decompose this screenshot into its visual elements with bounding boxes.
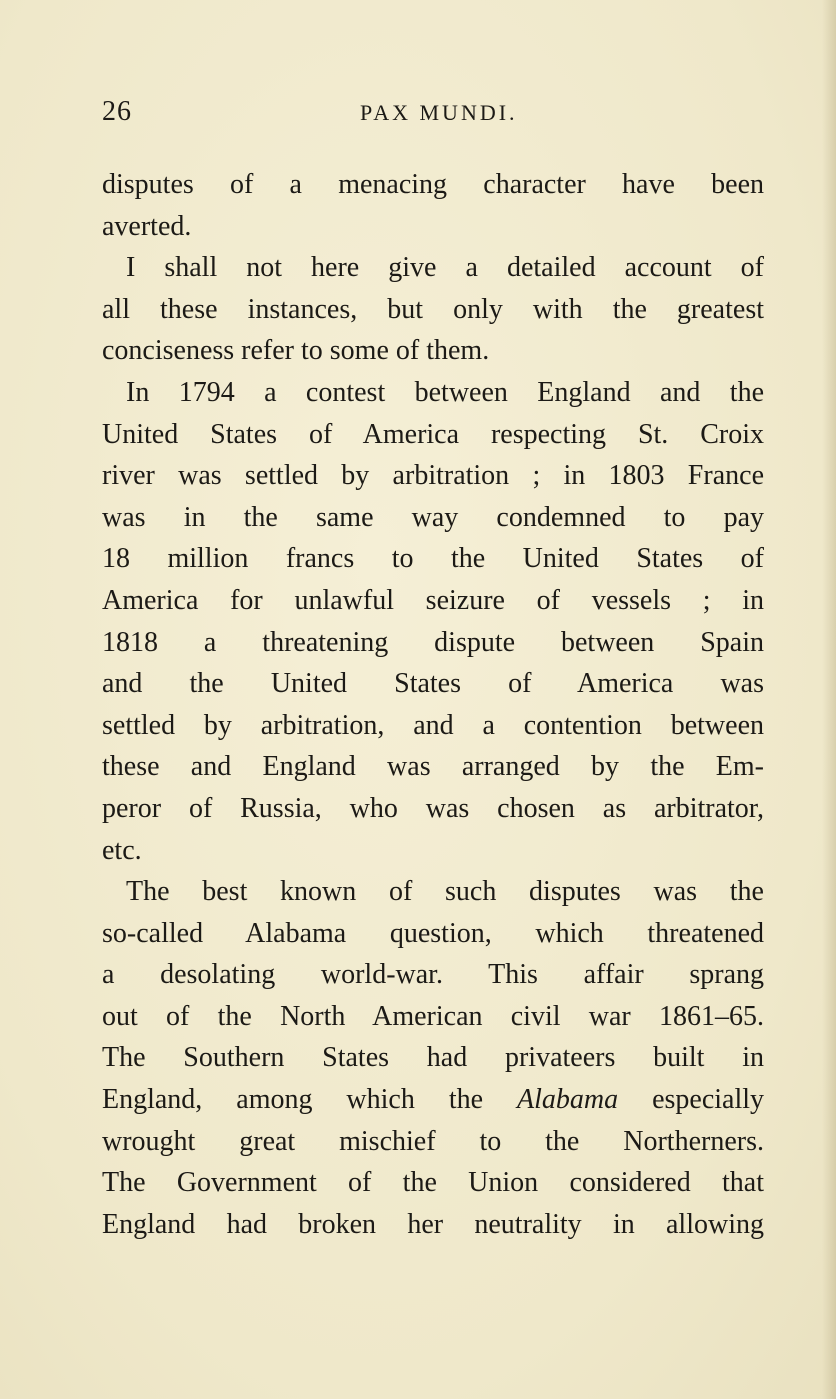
text-line: The Government of the Union considered that xyxy=(102,1167,764,1199)
text-line: wrought great mischief to the Northerners. xyxy=(102,1125,764,1157)
body-text xyxy=(102,164,764,1245)
page-header xyxy=(102,96,762,140)
text-line: averted. xyxy=(102,210,192,242)
text-line: conciseness refer to some of them. xyxy=(102,335,490,367)
text-line: all these instances, but only with the greatest xyxy=(102,293,764,325)
page-edge-shadow xyxy=(822,0,836,1399)
text-line: The Southern States had privateers built in xyxy=(102,1042,764,1074)
text-line: peror of Russia, who was chosen as arbitrator, xyxy=(102,792,764,824)
text-line: was in the same way condemned to pay xyxy=(102,501,764,533)
text-line: a desolating world-war. This affair sprang xyxy=(102,959,764,991)
text-line: and the United States of America was xyxy=(102,668,764,700)
text-line: England had broken her neutrality in allowing xyxy=(102,1208,764,1240)
text-line: settled by arbitration, and a contention between xyxy=(102,709,764,741)
page-number: 26 xyxy=(102,96,132,127)
text-line: etc. xyxy=(102,834,142,866)
italic-ship-name: Alabama xyxy=(517,1084,619,1116)
text-line: In 1794 a contest between England and the xyxy=(126,376,764,408)
text-line: 18 million francs to the United States of xyxy=(102,543,764,575)
text-line: so-called Alabama question, which threatened xyxy=(102,917,764,949)
text-line-with-italic xyxy=(102,1079,764,1121)
line-segment: especially xyxy=(652,1084,764,1116)
running-title: PAX MUNDI. xyxy=(360,100,518,125)
line-segment: England, among which the xyxy=(102,1084,484,1116)
text-line: disputes of a menacing character have been xyxy=(102,169,764,200)
text-line: these and England was arranged by the Em- xyxy=(102,751,764,783)
text-line: out of the North American civil war 1861–65. xyxy=(102,1000,764,1032)
text-line: America for unlawful seizure of vessels ; in xyxy=(102,584,764,616)
text-line: I shall not here give a detailed account of xyxy=(126,252,764,284)
text-line: United States of America respecting St. Croix xyxy=(102,418,764,450)
text-line: The best known of such disputes was the xyxy=(126,876,764,908)
text-line: 1818 a threatening dispute between Spain xyxy=(102,626,764,658)
text-line: river was settled by arbitration ; in 1803 France xyxy=(102,460,764,492)
